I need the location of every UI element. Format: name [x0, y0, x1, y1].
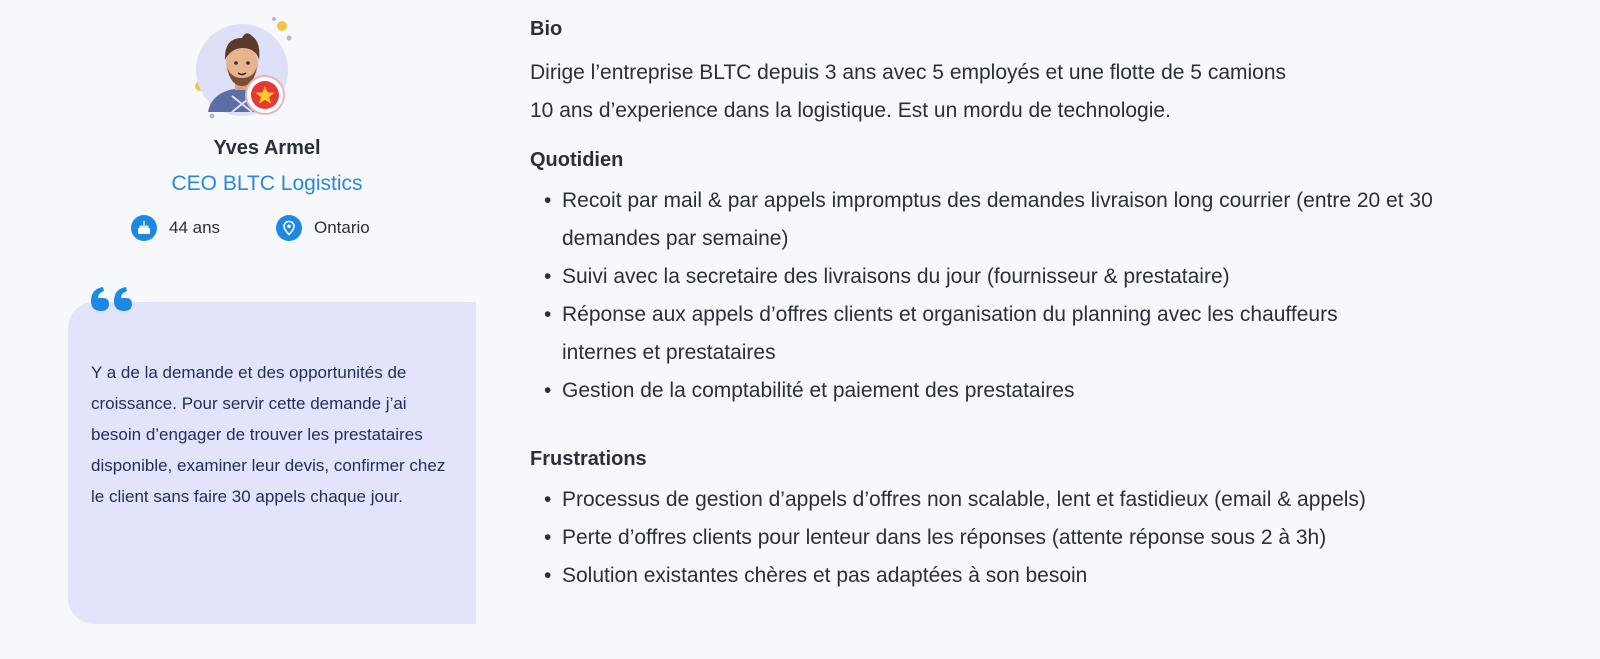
daily-title: Quotidien	[530, 149, 624, 171]
quote-text: Y a de la demande et des opportunités de croissance. Pour servir cette demande j’ai besoin d’engager de trouver les prestataires disponible, examiner leur devis, confirmer chez le client sans faire 30 appels chaque jour.	[91, 363, 446, 506]
list-item: • Recoit par mail & par appels impromptus des demandes livraison long courrier (entre 20 et 30 demandes par semaine)	[530, 182, 1442, 258]
age-label: 44 ans	[169, 218, 221, 237]
list-item: • Gestion de la comptabilité et paiement des prestataires	[530, 372, 1580, 410]
age-meta	[131, 214, 220, 242]
bio-line: 10 ans d’experience dans la logistique. Est un mordu de technologie.	[530, 99, 1171, 122]
list-item: • Solution existantes chères et pas adaptées à son besoin	[530, 557, 1580, 595]
bio-line: Dirige l’entreprise BLTC depuis 3 ans avec 5 employés et une flotte de 5 camions	[530, 61, 1287, 84]
daily-list	[530, 182, 1580, 410]
persona-details	[530, 18, 1580, 595]
list-item: • Suivi avec la secretaire des livraisons du jour (fournisseur & prestataire)	[530, 258, 1580, 296]
list-item: • Réponse aux appels d’offres clients et organisation du planning avec les chauffeurs internes et prestataires	[530, 296, 1392, 372]
location-meta	[276, 214, 370, 242]
frustrations-title: Frustrations	[530, 448, 647, 470]
cake-icon	[131, 215, 157, 241]
quote-mark-icon	[89, 285, 137, 319]
frustrations-list	[530, 481, 1580, 595]
map-pin-icon	[276, 215, 302, 241]
list-item: • Processus de gestion d’appels d’offres non scalable, lent et fastidieux (email & appels)	[530, 481, 1580, 519]
star-badge-icon	[244, 74, 286, 116]
bio-title: Bio	[530, 18, 563, 40]
avatar	[186, 16, 302, 124]
location-label: Ontario	[314, 218, 370, 237]
profile-role: CEO BLTC Logistics	[171, 172, 363, 195]
profile-name: Yves Armel	[213, 137, 321, 159]
bio-text	[530, 54, 1580, 130]
list-item: • Perte d’offres clients pour lenteur dans les réponses (attente réponse sous 2 à 3h)	[530, 519, 1580, 557]
